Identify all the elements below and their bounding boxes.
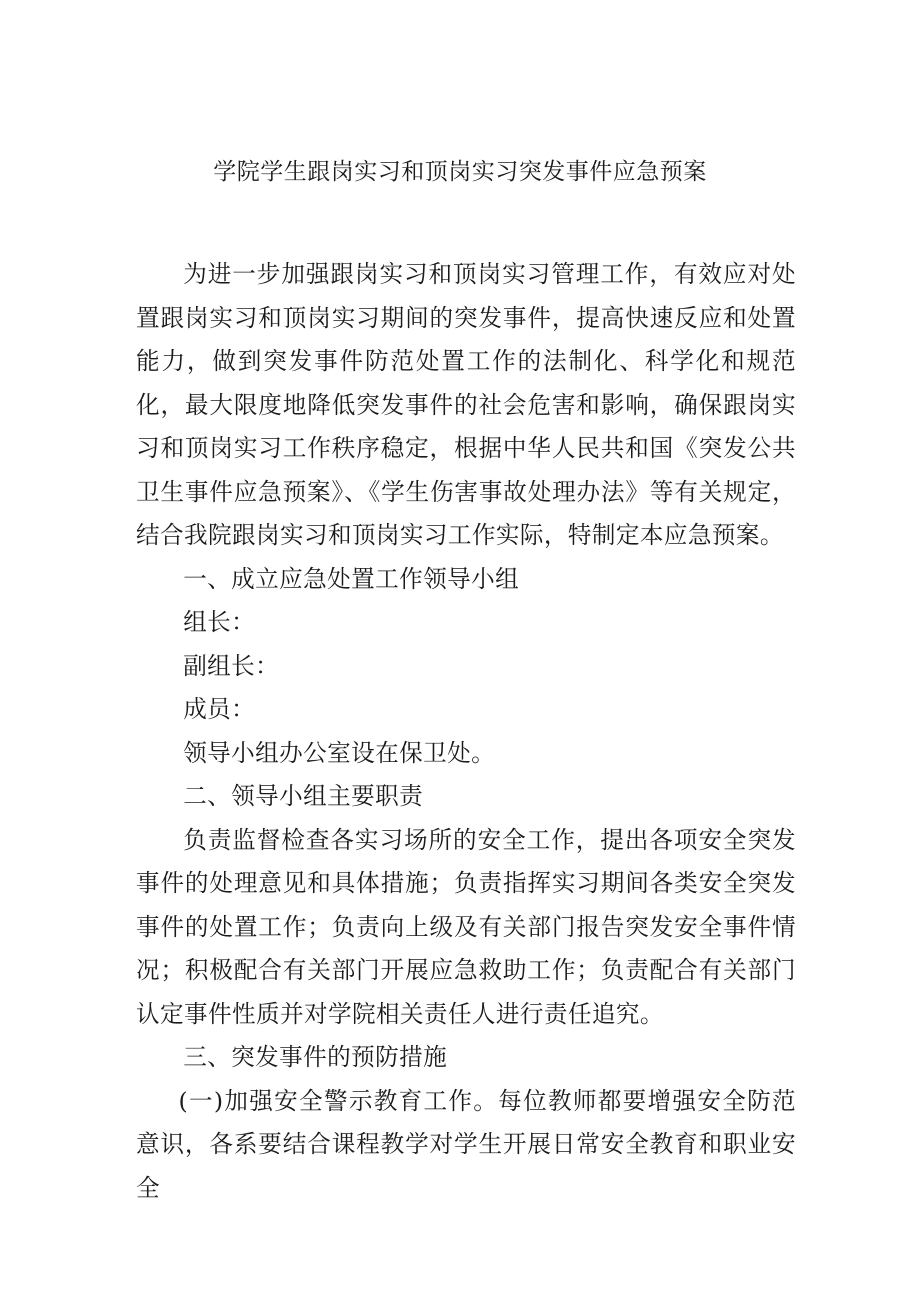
section-2-paragraph: 负责监督检查各实习场所的安全工作，提出各项安全突发事件的处理意见和具体措施；负责指挥实习期间各类安全突发事件的处置工作；负责向上级及有关部门报告突发安全事件情况；积极配合有关部门开展应急救助工作；负责配合有关部门认定事件性质并对学院相关责任人进行责任追究。 — [136, 825, 796, 1028]
members-line: 成员： — [183, 695, 256, 723]
section-1-heading: 一、成立应急处置工作领导小组 — [183, 564, 520, 593]
office-line: 领导小组办公室设在保卫处。 — [183, 738, 496, 767]
section-3-heading: 三、突发事件的预防措施 — [183, 1043, 448, 1071]
intro-paragraph: 为进一步加强跟岗实习和顶岗实习管理工作，有效应对处置跟岗实习和顶岗实习期间的突发事件，提高快速反应和处置能力，做到突发事件防范处置工作的法制化、科学化和规范化，最大限度地降低突发事件的社会危害和影响，确保跟岗实习和顶岗实习工作秩序稳定，根据中华人民共和国《突发公共卫生事件应急预案》、《学生伤害事故处理办法》等有关规定，结合我院跟岗实习和顶岗实习工作实际，特制定本应急预案。 — [136, 260, 796, 549]
section-2-heading: 二、领导小组主要职责 — [183, 782, 424, 810]
group-leader-line: 组长： — [183, 608, 256, 636]
deputy-leader-line: 副组长： — [183, 651, 280, 680]
section-3-item-1: (一)加强安全警示教育工作。每位教师都要增强安全防范意识，各系要结合课程教学对学生开展日常安全教育和职业安全 — [136, 1086, 796, 1202]
document-title: 学院学生跟岗实习和顶岗实习突发事件应急预案 — [213, 159, 707, 185]
document-body — [136, 253, 796, 1210]
